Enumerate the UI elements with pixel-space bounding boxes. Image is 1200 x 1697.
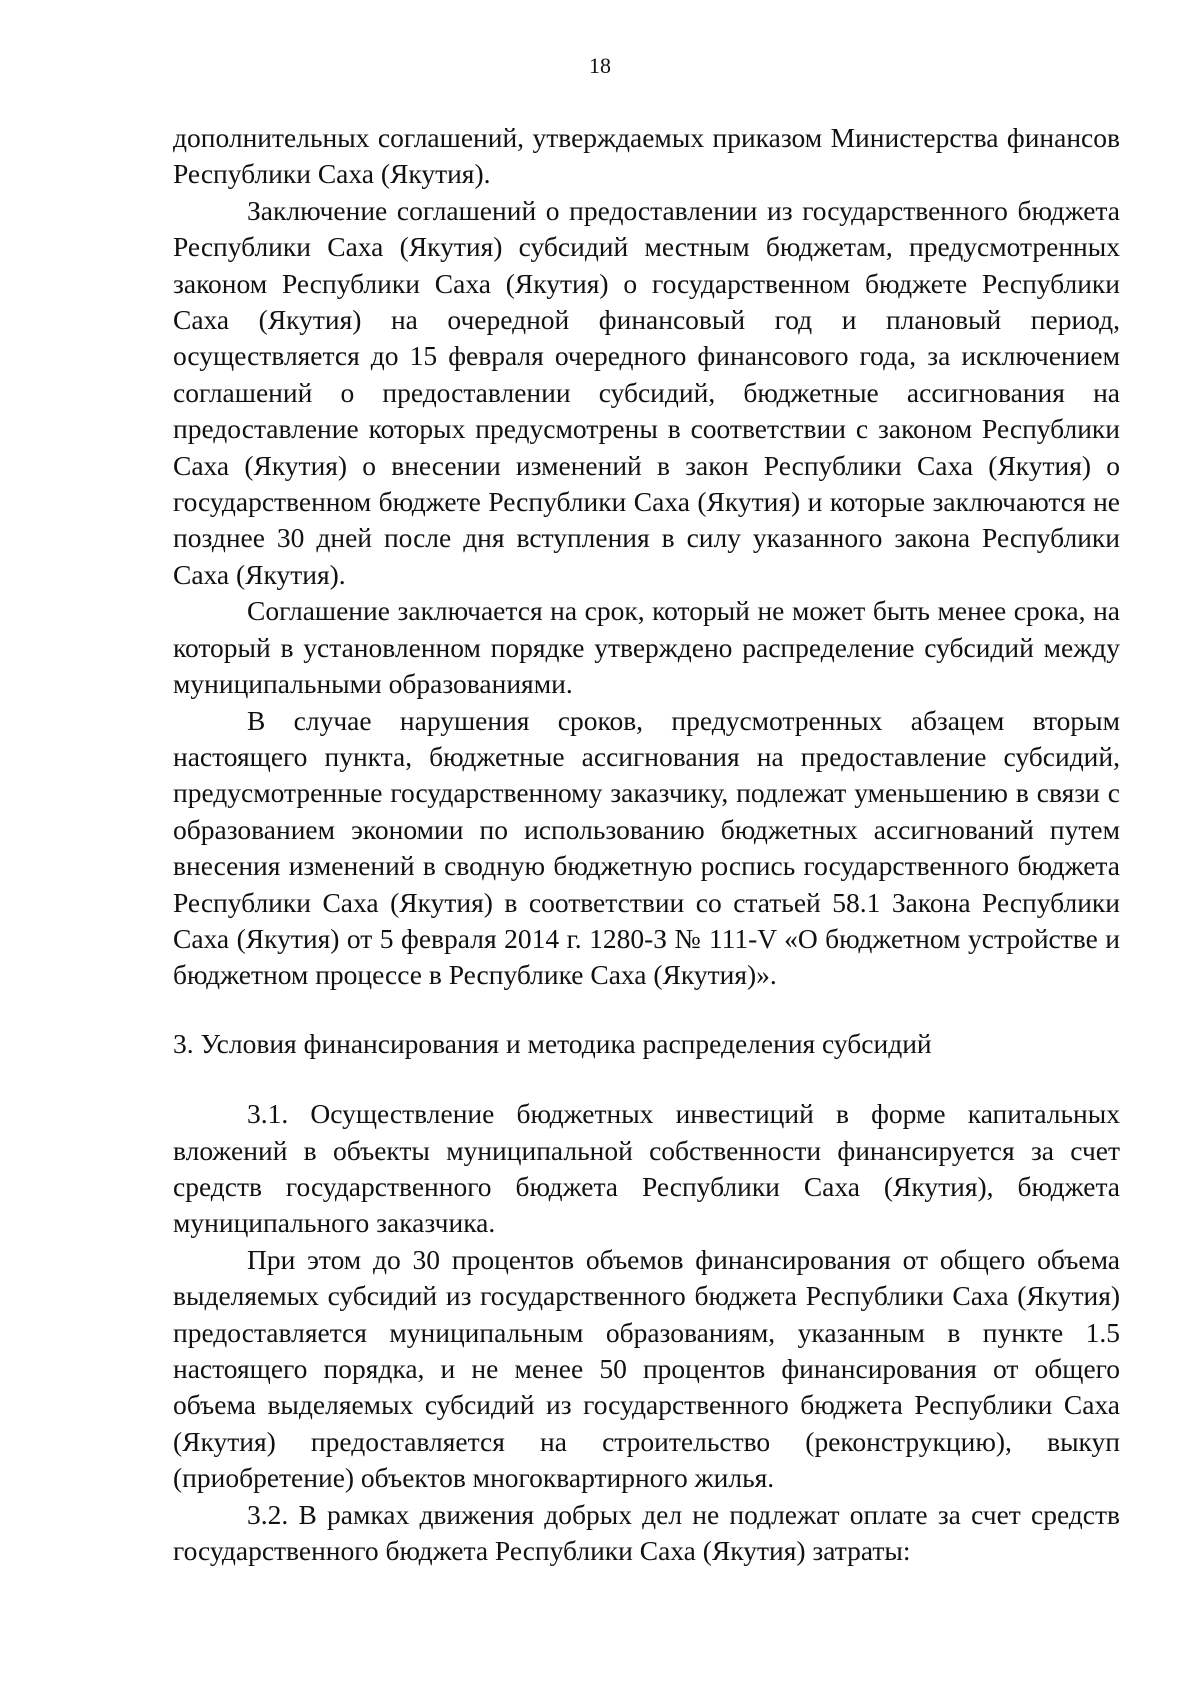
document-body <box>173 120 1120 1569</box>
paragraph-3-2: 3.2. В рамках движения добрых дел не подлежат оплате за счет средств государственного бюджета Республики Саха (Якутия) затраты: <box>173 1498 1120 1567</box>
paragraph-agreements-deadline: Заключение соглашений о предоставлении из государственного бюджета Республики Саха (Якутия) субсидий местным бюджетам, предусмотренных законом Республики Саха (Якутия) о государственном бюджете Республики Саха (Якутия) на очередной финансовый год и плановый период, осуществляется до 15 февраля очередного финансового года, за исключением соглашений о предоставлении субсидий, бюджетные ассигнования на предоставление которых предусмотрены в соответствии с законом Республики Саха (Якутия) о внесении изменений в закон Республики Саха (Якутия) о государственном бюджете Республики Саха (Якутия) и которые заключаются не позднее 30 дней после дня вступления в силу указанного закона Республики Саха (Якутия). <box>173 194 1120 590</box>
paragraph-agreement-term: Соглашение заключается на срок, который не может быть менее срока, на который в установленном порядке утверждено распределение субсидий между муниципальными образованиями. <box>173 595 1120 700</box>
paragraph-deadline-violation: В случае нарушения сроков, предусмотренных абзацем вторым настоящего пункта, бюджетные ассигнования на предоставление субсидий, предусмотренные государственному заказчику, подлежат уменьшению в связи с образованием экономии по использованию бюджетных ассигнований путем внесения изменений в сводную бюджетную роспись государственного бюджета Республики Саха (Якутия) в соответствии со статьей 58.1 Закона Республики Саха (Якутия) от 5 февраля 2014 г. 1280-З № 111-V «О бюджетном устройстве и бюджетном процессе в Республике Саха (Якутия)». <box>173 704 1120 991</box>
page-number: 18 <box>589 53 611 78</box>
paragraph-continuation: дополнительных соглашений, утверждаемых приказом Министерства финансов Республики Саха (Якутия). <box>173 122 1120 190</box>
paragraph-3-1: 3.1. Осуществление бюджетных инвестиций в форме капитальных вложений в объекты муниципальной собственности финансируется за счет средств государственного бюджета Республики Саха (Якутия), бюджета муниципального заказчика. <box>173 1098 1120 1239</box>
paragraph-funding-shares: При этом до 30 процентов объемов финансирования от общего объема выделяемых субсидий из государственного бюджета Республики Саха (Якутия) предоставляется муниципальным образованиям, указанным в пункте 1.5 настоящего порядка, и не менее 50 процентов финансирования от общего объема выделяемых субсидий из государственного бюджета Республики Саха (Якутия) предоставляется на строительство (реконструкцию), выкуп (приобретение) объектов многоквартирного жилья. <box>173 1243 1120 1494</box>
section-heading: 3. Условия финансирования и методика распределения субсидий <box>173 1027 932 1059</box>
